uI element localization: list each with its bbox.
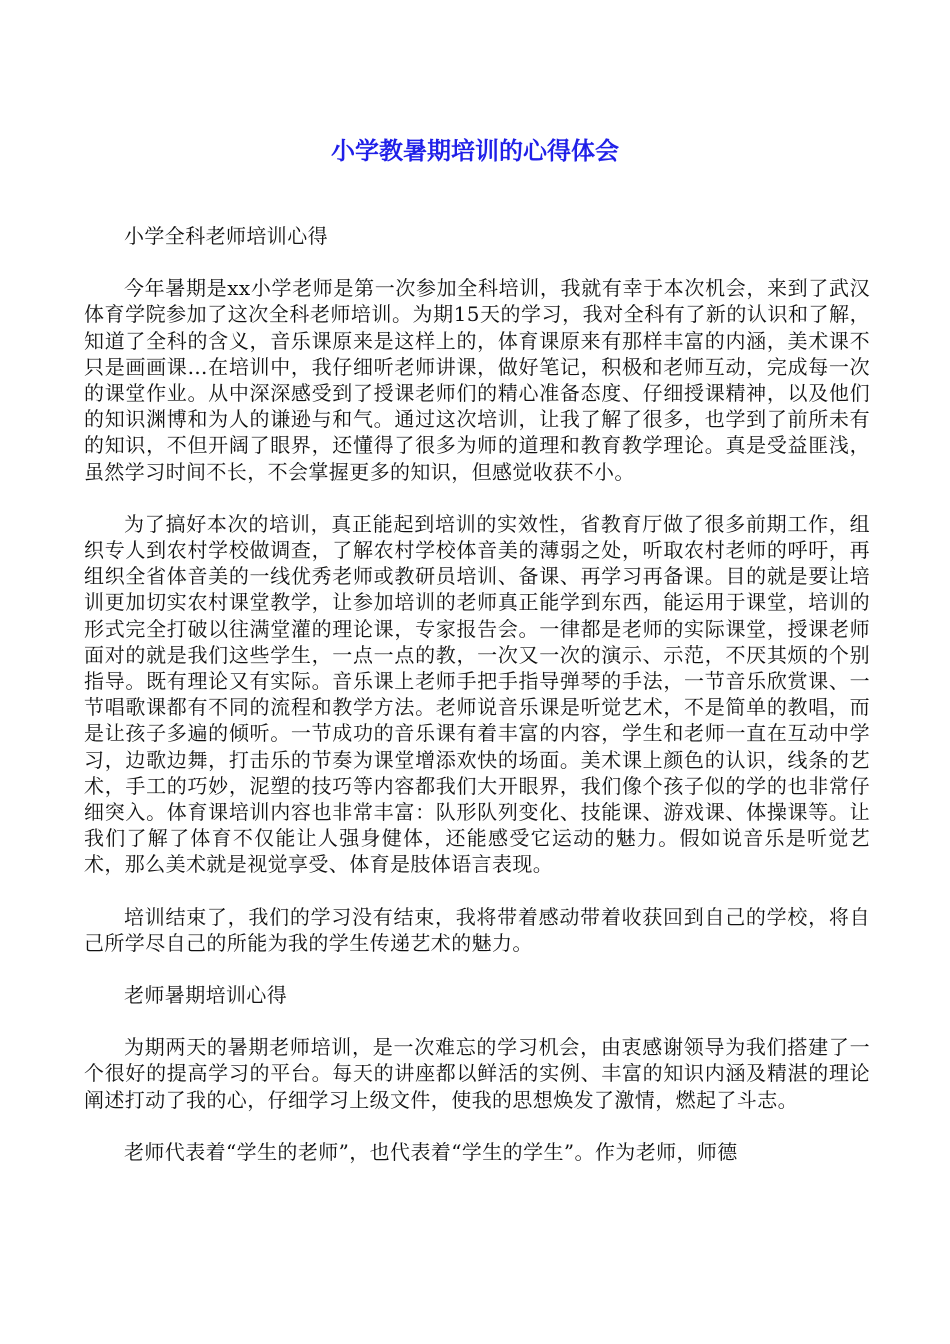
section-heading-1: 小学全科老师培训心得 [124,224,328,248]
paragraph-1: 今年暑期是xx小学老师是第一次参加全科培训，我就有幸于本次机会，来到了武汉体育学院参加了这次全科老师培训。为期15天的学习，我对全科有了新的认识和了解，知道了全科的含义，音乐课原来是这样上的，体育课原来有那样丰富的内涵，美术课不只是画画课…在培训中，我仔细听老师讲课，做好笔记，积极和老师互动，完成每一次的课堂作业。从中深深感受到了授课老师们的精心准备态度、仔细授课精神，以及他们的知识渊博和为人的谦逊与和气。通过这次培训，让我了解了很多，也学到了前所未有的知识，不但开阔了眼界，还懂得了很多为师的道理和教育教学理论。真是受益匪浅，虽然学习时间不长，不会掌握更多的知识，但感觉收获不小。 [84,276,870,484]
paragraph-4: 为期两天的暑期老师培训，是一次难忘的学习机会，由衷感谢领导为我们搭建了一个很好的提高学习的平台。每天的讲座都以鲜活的实例、丰富的知识内涵及精湛的理论阐述打动了我的心，仔细学习上级文件，使我的思想焕发了激情，燃起了斗志。 [84,1035,870,1112]
paragraph-2: 为了搞好本次的培训，真正能起到培训的实效性，省教育厅做了很多前期工作，组织专人到农村学校做调查，了解农村学校体音美的薄弱之处，听取农村老师的呼吁，再组织全省体音美的一线优秀老师或教研员培训、备课、再学习再备课。目的就是要让培训更加切实农村课堂教学，让参加培训的老师真正能学到东西，能运用于课堂，培训的形式完全打破以往满堂灌的理论课，专家报告会。一律都是老师的实际课堂，授课老师面对的就是我们这些学生，一点一点的教，一次又一次的演示、示范，不厌其烦的个别指导。既有理论又有实际。音乐课上老师手把手指导弹琴的手法，一节音乐欣赏课、一节唱歌课都有不同的流程和教学方法。老师说音乐课是听觉艺术，不是简单的教唱，而是让孩子多遍的倾听。一节成功的音乐课有着丰富的内容，学生和老师一直在互动中学习，边歌边舞，打击乐的节奏为课堂增添欢快的场面。美术课上颜色的认识，线条的艺术，手工的巧妙，泥塑的技巧等内容都我们大开眼界，我们像个孩子似的学的也非常仔细突入。体育课培训内容也非常丰富：队形队列变化、技能课、游戏课、体操课等。让我们了解了体育不仅能让人强身健体，还能感受它运动的魅力。假如说音乐是听觉艺术，那么美术就是视觉享受、体育是肢体语言表现。 [84,511,870,877]
document-title: 小学教暑期培训的心得体会 [331,137,619,165]
section-heading-2: 老师暑期培训心得 [124,983,288,1008]
paragraph-5: 老师代表着“学生的老师”，也代表着“学生的学生”。作为老师，师德 [124,1139,738,1164]
document-body [84,223,870,1191]
paragraph-3: 培训结束了，我们的学习没有结束，我将带着感动带着收获回到自己的学校，将自己所学尽自己的所能为我的学生传递艺术的魅力。 [84,904,870,955]
